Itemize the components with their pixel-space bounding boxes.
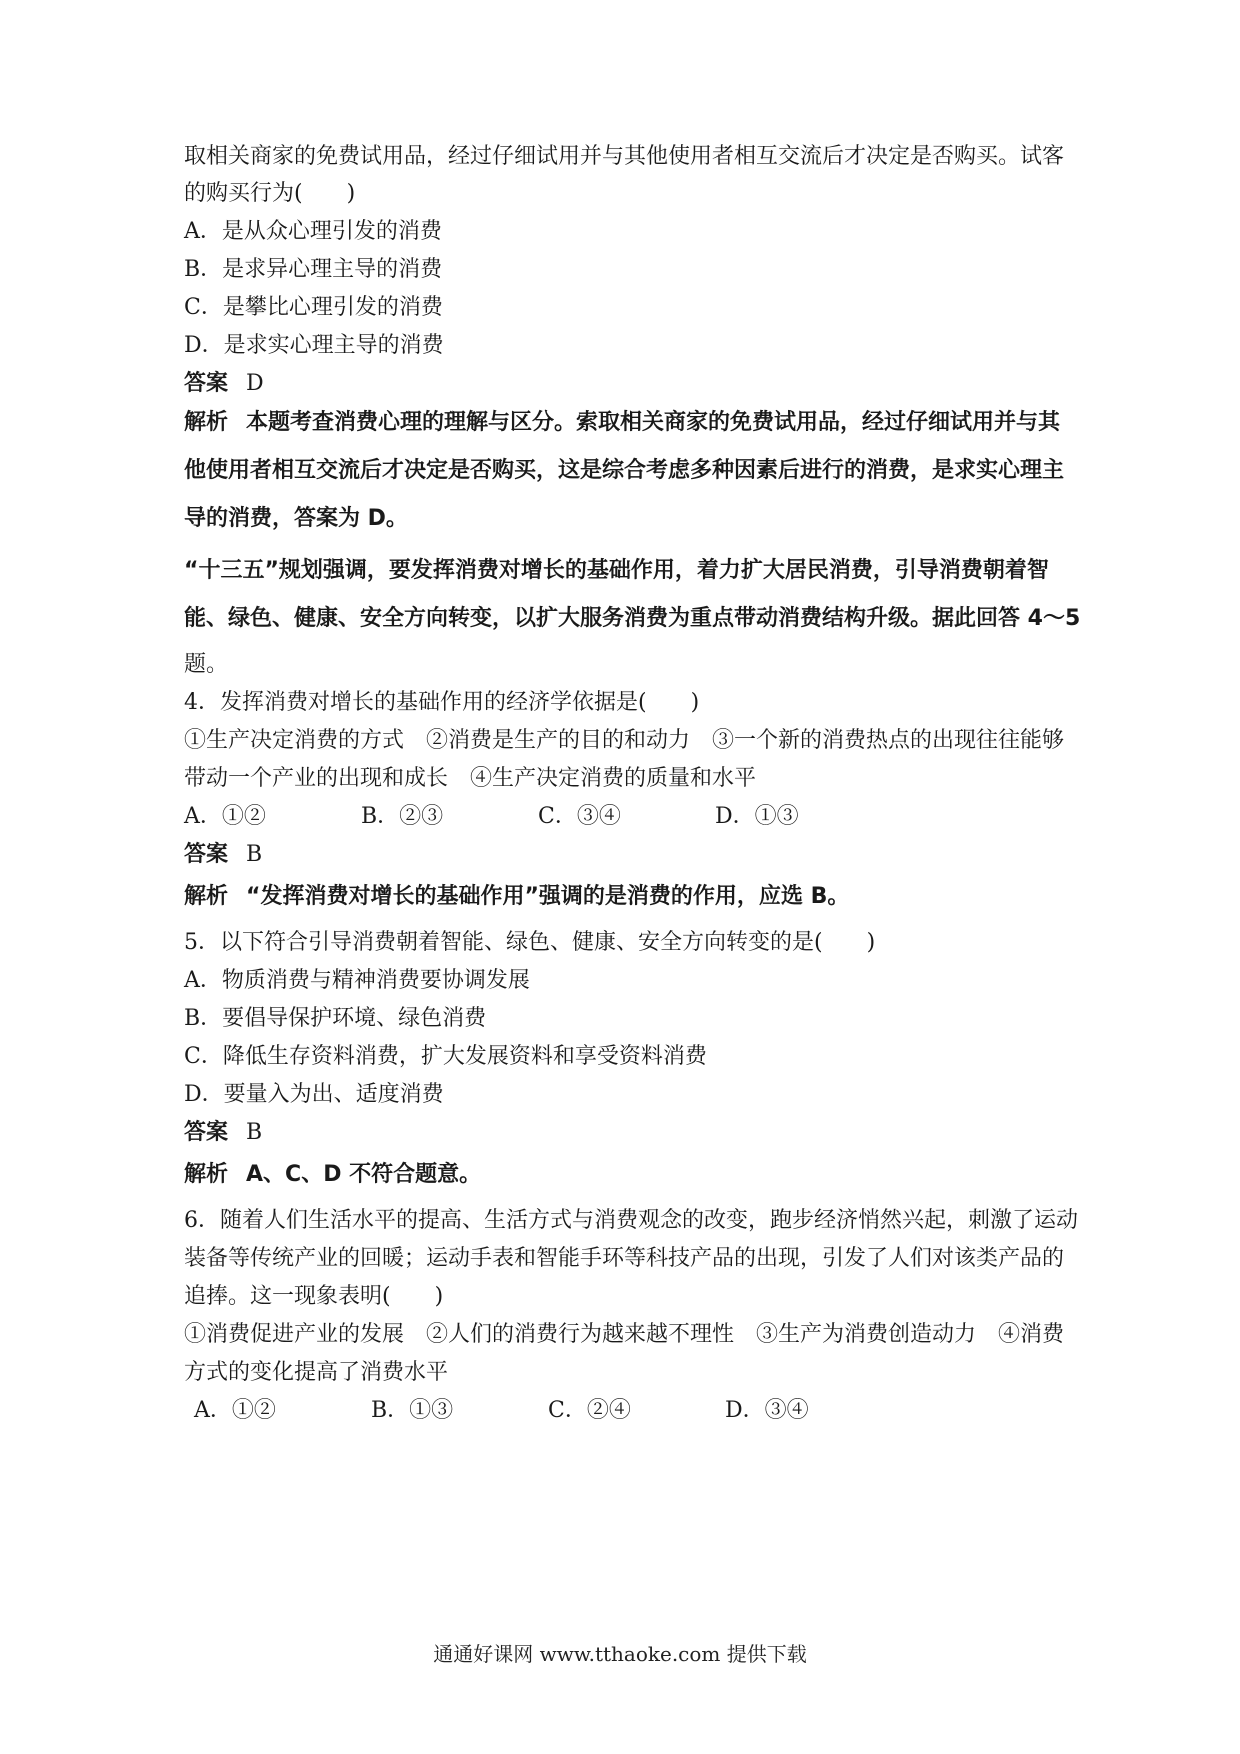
analysis-label: 解析: [184, 884, 229, 909]
q4-items-line2: 带动一个产业的出现和成长 ④生产决定消费的质量和水平: [184, 766, 757, 791]
answer-label: 答案: [184, 842, 229, 867]
q3-option-a: A．是从众心理引发的消费: [184, 219, 442, 244]
q4-items-line1: ①生产决定消费的方式 ②消费是生产的目的和动力 ③一个新的消费热点的出现往往能够: [184, 728, 1065, 753]
material-line1: “十三五”规划强调，要发挥消费对增长的基础作用，着力扩大居民消费，引导消费朝着智: [184, 558, 1049, 583]
q6-items-line1: ①消费促进产业的发展 ②人们的消费行为越来越不理性 ③生产为消费创造动力 ④消费: [184, 1322, 1065, 1347]
q6-options: [194, 1396, 902, 1426]
q3-stem-line1: 取相关商家的免费试用品，经过仔细试用并与其他使用者相互交流后才决定是否购买。试客: [184, 144, 1065, 169]
answer-value: B: [246, 842, 263, 867]
answer-value: B: [246, 1120, 263, 1145]
q3-analysis-line3: 导的消费，答案为 D。: [184, 506, 408, 531]
material-line3: 题。: [184, 652, 229, 677]
q4-option-b: B．②③: [361, 804, 444, 829]
answer-label: 答案: [184, 1120, 229, 1145]
q6-stem-line1: 6．随着人们生活水平的提高、生活方式与消费观念的改变，跑步经济悄然兴起，刺激了运动: [184, 1208, 1079, 1233]
q3-analysis-line1: [184, 408, 1060, 438]
q3-analysis-line2: 他使用者相互交流后才决定是否购买，这是综合考虑多种因素后进行的消费，是求实心理主: [184, 458, 1065, 483]
q3-option-d: D．是求实心理主导的消费: [184, 333, 444, 358]
q5-option-a: A．物质消费与精神消费要协调发展: [184, 968, 530, 993]
q5-answer: [184, 1118, 262, 1148]
answer-label: 答案: [184, 371, 229, 396]
q6-option-d: D．③④: [725, 1398, 809, 1423]
q5-stem: 5．以下符合引导消费朝着智能、绿色、健康、安全方向转变的是( ): [184, 930, 876, 955]
q4-options: [184, 802, 892, 832]
analysis-label: 解析: [184, 410, 229, 435]
q4-answer: [184, 840, 262, 870]
q3-answer: [184, 369, 264, 399]
answer-value: D: [246, 371, 264, 396]
analysis-text: A、C、D 不符合题意。: [246, 1162, 482, 1187]
q3-option-b: B．是求异心理主导的消费: [184, 257, 443, 282]
page-footer: 通通好课网 www.tthaoke.com 提供下载: [433, 1642, 807, 1666]
analysis-label: 解析: [184, 1162, 229, 1187]
analysis-text: “发挥消费对增长的基础作用”强调的是消费的作用，应选 B。: [246, 884, 850, 909]
q5-analysis: [184, 1160, 481, 1190]
q5-option-d: D．要量入为出、适度消费: [184, 1082, 444, 1107]
q6-stem-line3: 追捧。这一现象表明( ): [184, 1284, 444, 1309]
q6-items-line2: 方式的变化提高了消费水平: [184, 1360, 449, 1385]
q4-stem: 4．发挥消费对增长的基础作用的经济学依据是( ): [184, 690, 700, 715]
material-line2: 能、绿色、健康、安全方向转变，以扩大服务消费为重点带动消费结构升级。据此回答 4～5: [184, 606, 1081, 631]
q5-option-c: C．降低生存资料消费，扩大发展资料和享受资料消费: [184, 1044, 707, 1069]
q6-option-a: A．①②: [194, 1398, 276, 1423]
q4-option-c: C．③④: [538, 804, 621, 829]
q4-analysis: [184, 882, 849, 912]
q3-stem-line2: 的购买行为( ): [184, 181, 356, 206]
q3-option-c: C．是攀比心理引发的消费: [184, 295, 443, 320]
q6-stem-line2: 装备等传统产业的回暖；运动手表和智能手环等科技产品的出现，引发了人们对该类产品的: [184, 1246, 1065, 1271]
q4-option-d: D．①③: [715, 804, 799, 829]
analysis-text: 本题考查消费心理的理解与区分。索取相关商家的免费试用品，经过仔细试用并与其: [246, 410, 1061, 435]
q4-option-a: A．①②: [184, 804, 266, 829]
q5-option-b: B．要倡导保护环境、绿色消费: [184, 1006, 487, 1031]
q6-option-c: C．②④: [548, 1398, 631, 1423]
q6-option-b: B．①③: [371, 1398, 454, 1423]
